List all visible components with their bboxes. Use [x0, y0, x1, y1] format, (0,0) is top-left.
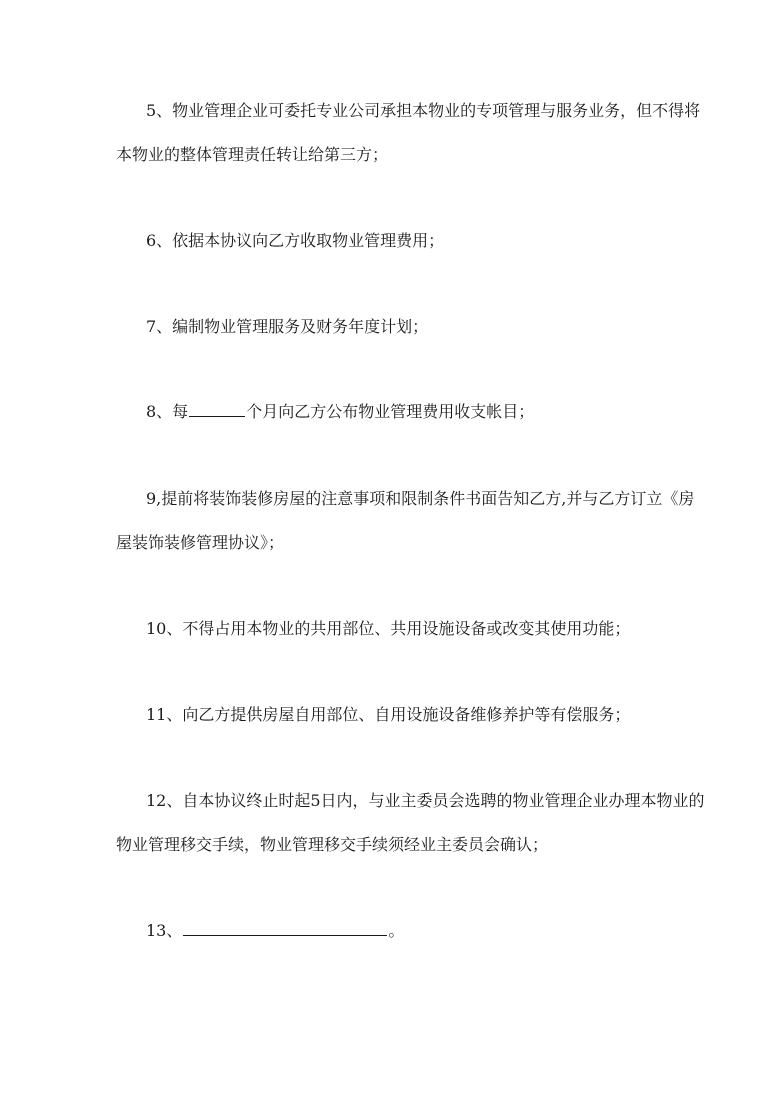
clause-12-line-1: 12、自本协议终止时起5日内，与业主委员会选聘的物业管理企业办理本物业的	[146, 791, 705, 810]
clause-13-suffix: 。	[388, 921, 405, 940]
clause-10: 10、不得占用本物业的共用部位、共用设施设备或改变其使用功能；	[146, 619, 631, 638]
clause-8-suffix: 个月向乙方公布物业管理费用收支帐目；	[246, 402, 535, 421]
clause-5-line-2: 本物业的整体管理责任转让给第三方；	[116, 145, 389, 164]
clause-8	[146, 402, 534, 422]
clause-11: 11、向乙方提供房屋自用部位、自用设施设备维修养护等有偿服务；	[146, 705, 631, 724]
fill-in-blank-months[interactable]	[189, 402, 245, 417]
fill-in-blank-clause-13[interactable]	[183, 921, 387, 936]
clause-9-line-1: 9,提前将装饰装修房屋的注意事项和限制条件书面告知乙方,并与乙方订立《房	[146, 489, 695, 508]
clause-5-line-1: 5、物业管理企业可委托专业公司承担本物业的专项管理与服务业务，但不得将	[146, 101, 701, 120]
clause-9-line-2: 屋装饰装修管理协议》；	[116, 533, 285, 552]
clause-13-prefix: 13、	[146, 921, 183, 940]
clause-7: 7、编制物业管理服务及财务年度计划；	[146, 317, 429, 336]
clause-8-prefix: 8、每	[146, 402, 189, 421]
clause-13	[146, 921, 404, 941]
clause-12-line-2: 物业管理移交手续，物业管理移交手续须经业主委员会确认；	[116, 835, 549, 854]
clause-6: 6、依据本协议向乙方收取物业管理费用；	[146, 231, 445, 250]
